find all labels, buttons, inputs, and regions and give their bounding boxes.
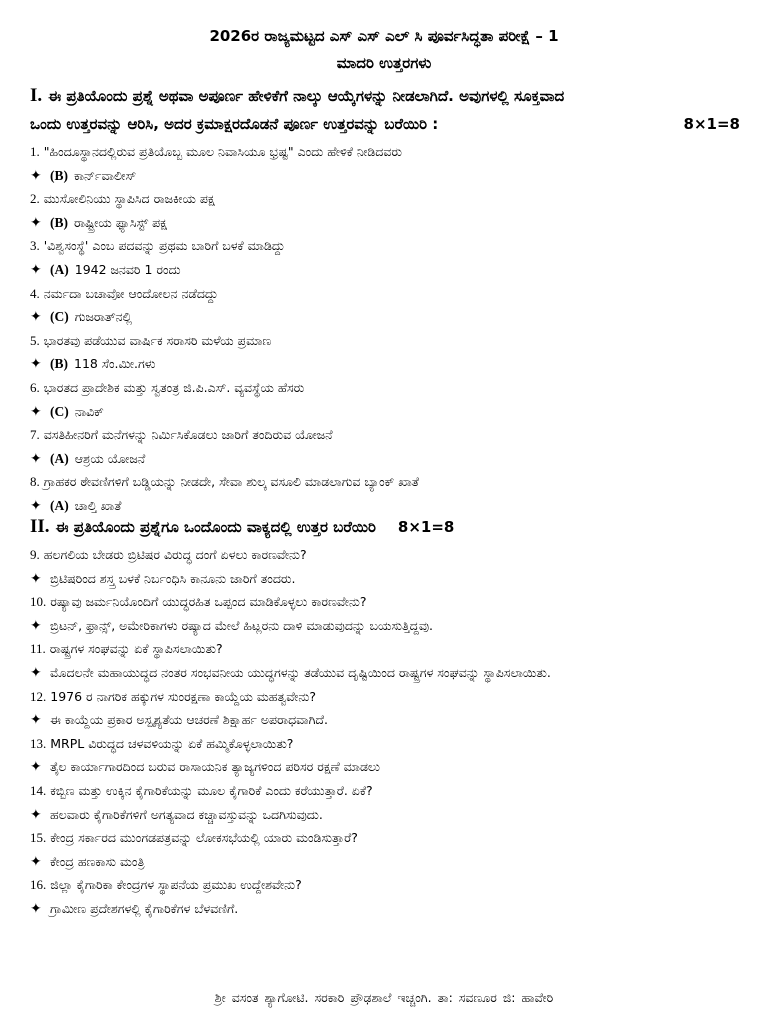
question-number: 13. bbox=[30, 735, 47, 751]
question-number: 14. bbox=[30, 782, 47, 798]
answer-row bbox=[30, 164, 750, 188]
question-row bbox=[30, 329, 750, 353]
answer-row bbox=[30, 708, 750, 732]
question-text: 1976 ರ ನಾಗರಿಕ ಹಕ್ಕುಗಳ ಸುಂರಕ್ಷಣಾ ಕಾಯ್ದೆಯ ಮಹತ್ವವೇನು? bbox=[50, 688, 316, 704]
answer-text: ಕಾರ್ನ್‌ವಾಲೀಸ್ bbox=[74, 167, 137, 183]
answer-text: ಕೇಂದ್ರ ಹಣಕಾಸು ಮಂತ್ರಿ bbox=[50, 853, 145, 869]
answer-text: ಗುಜರಾತ್‌ನಲ್ಲಿ bbox=[74, 309, 132, 325]
answer-row bbox=[30, 803, 750, 827]
question-row bbox=[30, 376, 750, 400]
answer-row bbox=[30, 850, 750, 874]
question-text: MRPL ವಿರುದ್ಧದ ಚಳವಳಿಯನ್ನು ಏಕೆ ಹಮ್ಮಿಕೊಳ್ಳಲಾಯಿತು? bbox=[50, 735, 294, 751]
four-pointed-star-icon: ✦ bbox=[30, 309, 42, 326]
answer-option: (A) bbox=[50, 450, 69, 466]
question-number: 2. bbox=[30, 191, 40, 207]
question-text: 'ವಿಶ್ವಸಂಸ್ಥೆ' ಎಂಬ ಪದವನ್ನು ಪ್ರಥಮ ಬಾರಿಗೆ ಬಳಕೆ ಮಾಡಿದ್ದು bbox=[43, 238, 286, 254]
answer-row bbox=[30, 400, 750, 424]
question-text: "ಹಿಂದೂಸ್ಥಾನದಲ್ಲಿರುವ ಪ್ರತಿಯೊಬ್ಬ ಮೂಲ ನಿವಾಸಿಯೂ ಭ್ರಷ್ಟ" ಎಂದು ಹೇಳಿಕೆ ನೀಡಿದವರು bbox=[43, 144, 402, 159]
four-pointed-star-icon: ✦ bbox=[30, 356, 42, 373]
answer-option: (A) bbox=[50, 497, 69, 513]
four-pointed-star-icon: ✦ bbox=[30, 617, 42, 634]
answer-option: (C) bbox=[50, 309, 69, 325]
question-number: 10. bbox=[30, 594, 47, 610]
question-text: ಹಲಗಲಿಯ ಬೇಡರು ಬ್ರಿಟಿಷರ ವಿರುದ್ಧ ದಂಗೆ ಏಳಲು ಕಾರಣವೇನು? bbox=[43, 547, 307, 562]
four-pointed-star-icon: ✦ bbox=[30, 664, 42, 681]
four-pointed-star-icon: ✦ bbox=[30, 214, 42, 231]
question-number: 4. bbox=[30, 285, 40, 301]
answer-row bbox=[30, 755, 750, 779]
answer-text: 1942 ಜನವರಿ 1 ರಂದು bbox=[74, 261, 181, 277]
question-row bbox=[30, 423, 750, 447]
exam-title: 2026ರ ರಾಜ್ಯಮಟ್ಟದ ಎಸ್ ಎಸ್ ಎಲ್ ಸಿ ಪೂರ್ವಸಿದ್ಧತಾ ಪರೀಕ್ಷೆ – 1 bbox=[209, 27, 559, 45]
answer-text: ಈ ಕಾಯ್ದೆಯ ಪ್ರಕಾರ ಅಸ್ಪೃಶ್ಯತೆಯ ಆಚರಣೆ ಶಿಕ್ಷಾರ್ಹ ಅಪರಾಧವಾಗಿದೆ. bbox=[50, 712, 328, 728]
question-number: 9. bbox=[30, 547, 40, 562]
answer-text: ಬ್ರಿಟನ್, ಫ್ರಾನ್ಸ್, ಅಮೇರಿಕಾಗಳು ರಷ್ಯಾದ ಮೇಲೆ ಹಿಟ್ಲರನು ದಾಳಿ ಮಾಡುವುದನ್ನು ಬಯಸುತ್ತಿದ್ದವು. bbox=[50, 617, 434, 633]
section-2-marks: 8×1=8 bbox=[397, 518, 455, 536]
answer-option: (B) bbox=[50, 167, 68, 183]
question-number: 1. bbox=[30, 144, 40, 159]
answer-row bbox=[30, 305, 750, 329]
question-text: ಮುಸೋಲಿನಿಯು ಸ್ಥಾಪಿಸಿದ ರಾಜಕೀಯ ಪಕ್ಷ bbox=[43, 191, 215, 207]
answer-row bbox=[30, 614, 750, 638]
question-row bbox=[30, 873, 750, 897]
answer-text: ಮೊದಲನೇ ಮಹಾಯುದ್ಧದ ನಂತರ ಸಂಭವನೀಯ ಯುದ್ಧಗಳನ್ನು ತಡೆಯುವ ದೃಷ್ಟಿಯಿಂದ ರಾಷ್ಟ್ರಗಳ ಸಂಘವನ್ನು ಸ್ಥಾಪಿಸಲಾಯಿತು. bbox=[50, 664, 551, 680]
question-number: 15. bbox=[30, 830, 47, 846]
answer-text: 118 ಸೆಂ.ಮೀ.ಗಳು bbox=[74, 356, 156, 372]
section-1-number: I. bbox=[30, 85, 43, 106]
answer-text: ತೈಲ ಕಾರ್ಯಾಗಾರದಿಂದ ಬರುವ ರಾಸಾಯನಿಕ ತ್ಯಾಜ್ಯಗಳಿಂದ ಪರಿಸರ ರಕ್ಷಣೆ ಮಾಡಲು bbox=[50, 759, 381, 775]
question-text: ಕೇಂದ್ರ ಸರ್ಕಾರದ ಮುಂಗಡಪತ್ರವನ್ನು ಲೋಕಸಭೆಯಲ್ಲಿ ಯಾರು ಮಂಡಿಸುತ್ತಾರೆ? bbox=[50, 830, 358, 846]
question-text: ಭಾರತವು ಪಡೆಯುವ ವಾರ್ಷಿಕ ಸರಾಸರಿ ಮಳೆಯ ಪ್ರಮಾಣ bbox=[43, 332, 272, 348]
section-1-instruction-line2: ಒಂದು ಉತ್ತರವನ್ನು ಆರಿಸಿ, ಅದರ ಕ್ರಮಾಕ್ಷರದೊಡನೆ ಪೂರ್ಣ ಉತ್ತರವನ್ನು ಬರೆಯಿರಿ : bbox=[30, 115, 439, 133]
section-1-question-list bbox=[30, 140, 750, 518]
question-number: 6. bbox=[30, 379, 40, 395]
four-pointed-star-icon: ✦ bbox=[30, 497, 42, 514]
section-2-question-list bbox=[30, 543, 750, 921]
question-text: ಭಾರತದ ಪ್ರಾದೇಶಿಕ ಮತ್ತು ಸ್ವತಂತ್ರ ಜಿ.ಪಿ.ಎಸ್. ವ್ಯವಸ್ಥೆಯ ಹೆಸರು bbox=[43, 379, 305, 395]
four-pointed-star-icon: ✦ bbox=[30, 806, 42, 823]
section-2-instruction bbox=[30, 513, 740, 541]
question-row bbox=[30, 637, 750, 661]
question-text: ಜಿಲ್ಲಾ ಕೈಗಾರಿಕಾ ಕೇಂದ್ರಗಳ ಸ್ಥಾಪನೆಯ ಪ್ರಮುಖ ಉದ್ದೇಶವೇನು? bbox=[50, 877, 302, 893]
footer-author: ಶ್ರೀ ವಸಂತ ಶ್ಯಾಗೋಟಿ. ಸರಕಾರಿ ಪ್ರೌಢಶಾಲೆ ಇಚ್ಚಂಗಿ. ತಾ: ಸವಣೂರ ಜಿ: ಹಾವೇರಿ bbox=[214, 990, 554, 1005]
answer-text: ಆಶ್ರಯ ಯೋಜನೆ bbox=[74, 450, 146, 466]
question-row bbox=[30, 590, 750, 614]
question-number: 3. bbox=[30, 238, 40, 254]
answer-text: ರಾಷ್ಟ್ರೀಯ ಫ್ಯಾಸಿಸ್ಟ್ ಪಕ್ಷ bbox=[74, 214, 167, 230]
answer-option: (A) bbox=[50, 261, 69, 277]
question-number: 8. bbox=[30, 474, 40, 490]
four-pointed-star-icon: ✦ bbox=[30, 853, 42, 870]
question-text: ನರ್ಮದಾ ಬಚಾವೋ ಆಂದೋಲನ ನಡೆದದ್ದು bbox=[43, 285, 219, 301]
question-number: 5. bbox=[30, 332, 40, 348]
question-text: ಕಬ್ಬಿಣ ಮತ್ತು ಉಕ್ಕಿನ ಕೈಗಾರಿಕೆಯನ್ನು ಮೂಲ ಕೈಗಾರಿಕೆ ಎಂದು ಕರೆಯುತ್ತಾರೆ. ಏಕೆ? bbox=[50, 782, 373, 798]
question-number: 11. bbox=[30, 641, 46, 657]
question-row bbox=[30, 234, 750, 258]
section-2-instruction-text: ಈ ಪ್ರತಿಯೊಂದು ಪ್ರಶ್ನೆಗೂ ಒಂದೊಂದು ವಾಕ್ಯದಲ್ಲಿ ಉತ್ತರ ಬರೆಯಿರಿ bbox=[55, 518, 376, 536]
question-row bbox=[30, 470, 750, 494]
answer-row bbox=[30, 447, 750, 471]
answer-row bbox=[30, 661, 750, 685]
answer-row bbox=[30, 897, 750, 921]
question-row bbox=[30, 140, 750, 164]
answer-option: (B) bbox=[50, 356, 68, 372]
four-pointed-star-icon: ✦ bbox=[30, 450, 42, 467]
answer-row bbox=[30, 211, 750, 235]
question-text: ವಸತಿಹೀನರಿಗೆ ಮನೆಗಳನ್ನು ನಿರ್ಮಿಸಿಕೊಡಲು ಜಾರಿಗೆ ತಂದಿರುವ ಯೋಜನೆ bbox=[43, 427, 333, 443]
answer-option: (C) bbox=[50, 403, 69, 419]
section-1-marks: 8×1=8 bbox=[683, 115, 740, 133]
answer-row bbox=[30, 352, 750, 376]
question-row bbox=[30, 685, 750, 709]
answer-row bbox=[30, 567, 750, 591]
section-1-instruction-line2-wrap bbox=[30, 110, 740, 138]
question-text: ರಷ್ಯಾವು ಜರ್ಮನಿಯೊಂದಿಗೆ ಯುದ್ಧರಹಿತ ಒಪ್ಪಂದ ಮಾಡಿಕೊಳ್ಳಲು ಕಾರಣವೇನು? bbox=[50, 594, 367, 610]
answer-text: ಹಲವಾರು ಕೈಗಾರಿಕೆಗಳಿಗೆ ಅಗತ್ಯವಾದ ಕಚ್ಚಾವಸ್ತುವನ್ನು ಒದಗಿಸುವುದು. bbox=[50, 806, 323, 822]
question-row bbox=[30, 187, 750, 211]
four-pointed-star-icon: ✦ bbox=[30, 900, 42, 917]
question-row bbox=[30, 826, 750, 850]
section-1-instruction bbox=[30, 82, 740, 138]
exam-subtitle: ಮಾದರಿ ಉತ್ತರಗಳು bbox=[336, 54, 432, 72]
question-row bbox=[30, 282, 750, 306]
question-row bbox=[30, 732, 750, 756]
answer-text: ಚಾಲ್ತಿ ಖಾತೆ bbox=[74, 497, 122, 513]
four-pointed-star-icon: ✦ bbox=[30, 167, 42, 184]
four-pointed-star-icon: ✦ bbox=[30, 403, 42, 420]
question-number: 7. bbox=[30, 427, 40, 443]
section-1-instruction-line1: ಈ ಪ್ರತಿಯೊಂದು ಪ್ರಶ್ನೆ ಅಥವಾ ಅಪೂರ್ಣ ಹೇಳಿಕೆಗೆ ನಾಲ್ಕು ಆಯ್ಕೆಗಳನ್ನು ನೀಡಲಾಗಿದೆ. ಅವುಗಳಲ್ಲಿ ಸೂಕ್ತವಾದ bbox=[48, 87, 565, 105]
section-2-number: II. bbox=[30, 516, 50, 537]
four-pointed-star-icon: ✦ bbox=[30, 261, 42, 278]
question-text: ರಾಷ್ಟ್ರಗಳ ಸಂಘವನ್ನು ಏಕೆ ಸ್ಥಾಪಿಸಲಾಯಿತು? bbox=[49, 641, 223, 657]
four-pointed-star-icon: ✦ bbox=[30, 759, 42, 776]
answer-text: ಬ್ರಿಟಿಷರಿಂದ ಶಸ್ತ್ರ ಬಳಕೆ ನಿರ್ಬಂಧಿಸಿ ಕಾನೂನು ಜಾರಿಗೆ ತಂದರು. bbox=[50, 570, 296, 586]
answer-option: (B) bbox=[50, 214, 68, 230]
four-pointed-star-icon: ✦ bbox=[30, 570, 42, 587]
answer-row bbox=[30, 258, 750, 282]
four-pointed-star-icon: ✦ bbox=[30, 712, 42, 729]
question-row bbox=[30, 779, 750, 803]
question-number: 12. bbox=[30, 688, 47, 704]
question-text: ಗ್ರಾಹಕರ ಠೇವಣಿಗಳಿಗೆ ಬಡ್ಡಿಯನ್ನು ನೀಡದೇ, ಸೇವಾ ಶುಲ್ಕ ವಸೂಲಿ ಮಾಡಲಾಗುವ ಬ್ಯಾಂಕ್ ಖಾತೆ bbox=[43, 474, 419, 490]
question-row bbox=[30, 543, 750, 567]
answer-text: ನಾವಿಕ್ bbox=[74, 403, 104, 419]
question-number: 16. bbox=[30, 877, 47, 893]
answer-text: ಗ್ರಾಮೀಣ ಪ್ರದೇಶಗಳಲ್ಲಿ ಕೈಗಾರಿಕೆಗಳ ಬೆಳವಣಿಗೆ. bbox=[50, 900, 239, 916]
